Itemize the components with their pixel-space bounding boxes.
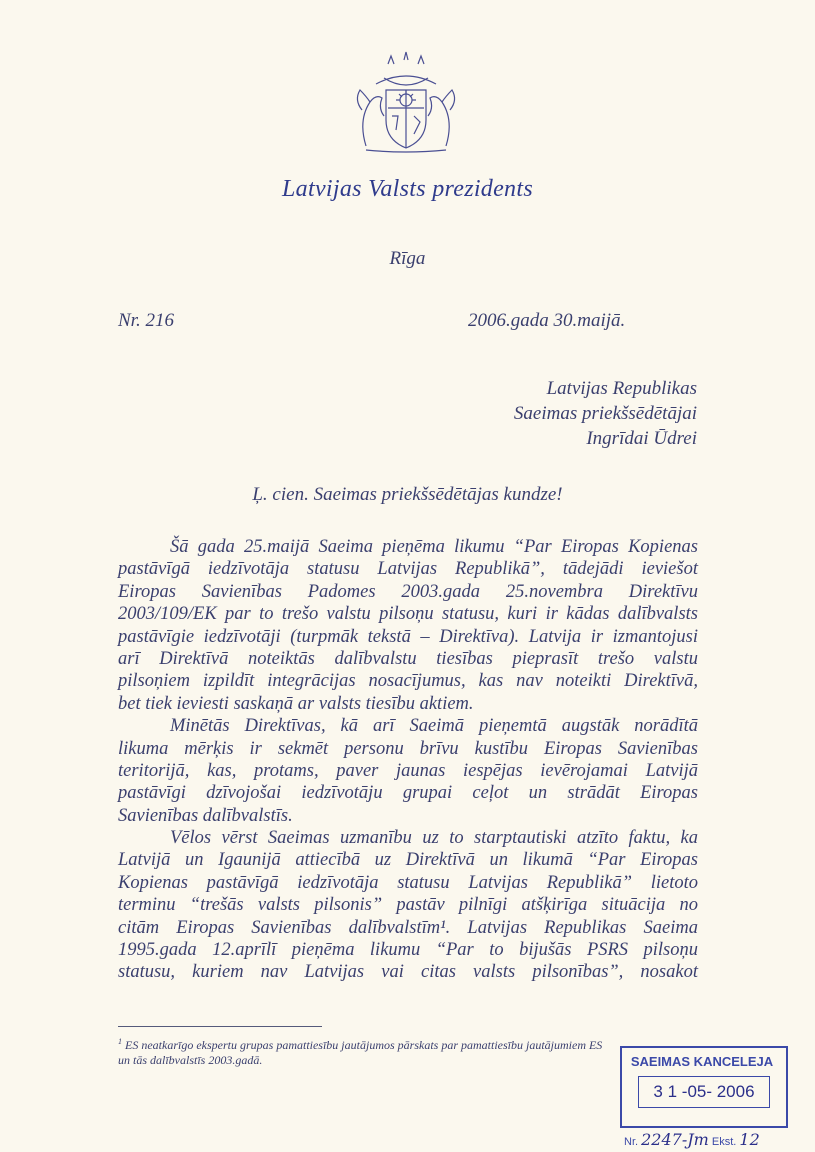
letter-body [118,536,698,984]
document-number: Nr. 216 [118,310,174,331]
footnote [118,1034,698,1068]
footnote-divider [118,1026,322,1027]
stamp-copies-value: 12 [739,1130,760,1149]
stamp-nr-value: 2247-Jm [641,1130,709,1149]
body-line: Eiropas Savienības Padomes 2003.gada 25.novembra Direktīvu [118,581,698,602]
stamp-nr-label: Nr. [624,1136,639,1148]
institution-name: Latvijas Valsts prezidents [282,176,533,202]
body-line: arī Direktīvā noteiktās dalībvalstu tiesības pieprasīt trešo valstu [118,648,698,669]
body-line: teritorijā, kas, protams, paver jaunas iespējas ievērojamai Latvijā [118,760,698,781]
body-line: pastāvīgie iedzīvotāji (turpmāk tekstā – Direktīva). Latvija ir izmantojusi [118,626,698,647]
body-line: statusu, kuriem nav Latvijas vai citas valsts pilsonības”, nosakot [118,962,698,983]
body-line: pastāvīgā iedzīvotāja statusu Latvijas Republikā”, tādejādi ieviešot [118,559,698,580]
body-line: Vēlos vērst Saeimas uzmanību uz to starptautiski atzīto faktu, ka [170,828,698,849]
addressee-line: Latvijas Republikas [546,378,697,399]
salutation: Ļ. cien. Saeimas priekšsēdētājas kundze! [252,484,563,505]
city: Rīga [389,248,426,269]
body-line: 1995.gada 12.aprīlī pieņēma likumu “Par to bijušās PSRS pilsoņu [118,940,698,961]
footnote-line [118,1034,698,1053]
registration-stamp [620,1046,806,1149]
footnote-line: un tās dalībvalstīs 2003.gadā. [118,1053,263,1067]
body-line: pilsoņiem izpildīt integrācijas nosacījumus, kas nav noteikti Direktīvā, [118,671,698,692]
footnote-mark: 1 [118,1037,122,1046]
document-date: 2006.gada 30.maijā. [468,310,626,331]
body-line: terminu “trešās valsts pilsonis” pastāv pilnīgi atšķirīga situācija no [118,895,698,916]
stamp-date: 3 1 -05- 2006 [638,1076,770,1108]
body-line: 2003/109/EK par to trešo valstu pilsoņu statusu, kuri ir kādas dalībvalsts [118,604,698,625]
addressee-block [514,376,697,451]
body-line: bet tiek ieviesti saskaņā ar valsts tiesību aktiem. [118,693,474,714]
body-line: pastāvīgi dzīvojošai iedzīvotāju grupai ceļot un strādāt Eiropas [118,783,698,804]
body-line: Latvijā un Igaunijā attiecībā uz Direktīvā un likumā “Par Eiropas [118,850,698,871]
latvian-coat-of-arms-emblem [336,50,476,154]
stamp-copies-label: Ekst. [711,1136,737,1148]
body-line: Šā gada 25.maijā Saeima pieņēma likumu “Par Eiropas Kopienas [170,537,698,557]
body-line: Savienības dalībvalstīs. [118,805,293,826]
body-line: Minētās Direktīvas, kā arī Saeimā pieņemtā augstāk norādītā [170,716,698,737]
body-line: citām Eiropas Savienības dalībvalstīm¹. Latvijas Republikas Saeima [118,917,698,938]
stamp-registration-row [624,1130,760,1149]
stamp-title: SAEIMAS KANCELEJA [630,1054,774,1069]
addressee-line: Saeimas priekšsēdētājai [513,403,697,424]
footnote-text: ES neatkarīgo ekspertu grupas pamattiesību jautājumos pārskats par pamattiesību jautājumiem ES [125,1038,603,1052]
addressee-line: Ingrīdai Ūdrei [586,428,697,449]
body-line: likuma mērķis ir sekmēt personu brīvu kustību Eiropas Savienības [118,738,698,759]
body-line: Kopienas pastāvīgā iedzīvotāja statusu Latvijas Republikā” lietoto [118,872,698,893]
